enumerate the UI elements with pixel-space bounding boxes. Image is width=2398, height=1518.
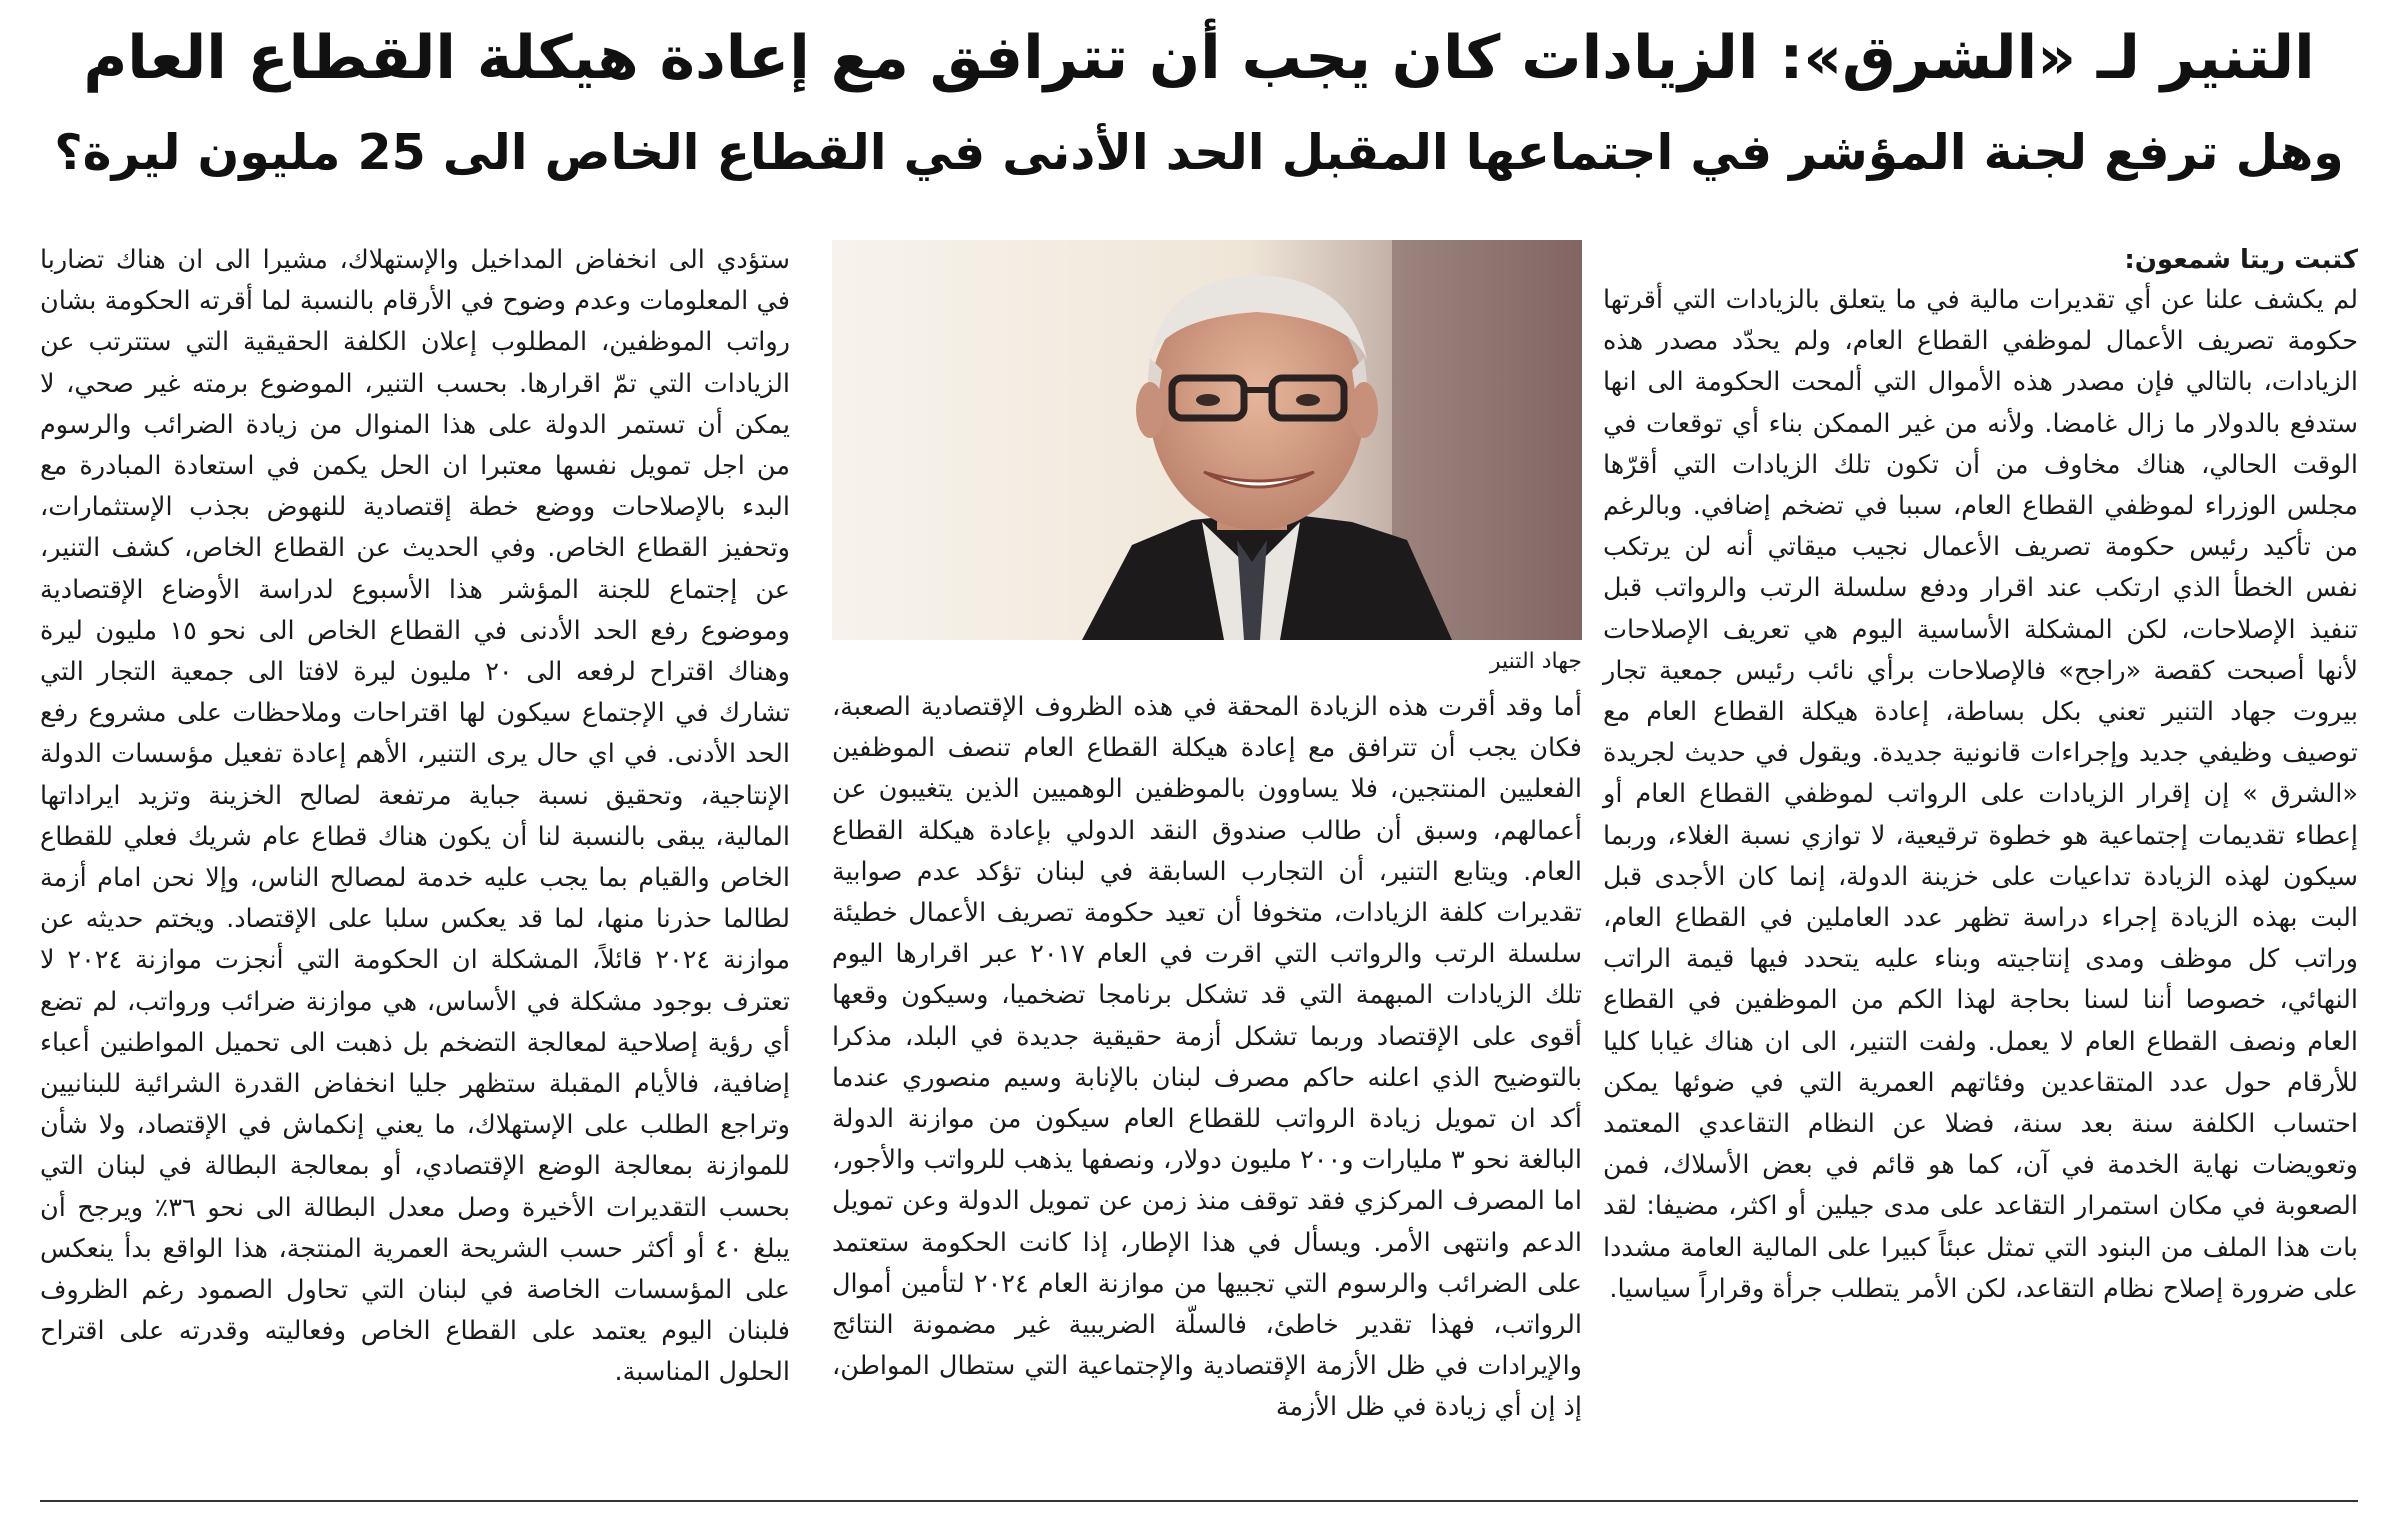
photo-caption: جهاد التنير: [1489, 649, 1582, 674]
article-column-left: [40, 240, 790, 1394]
portrait-photo: [832, 240, 1582, 640]
headline-line-2: وهل ترفع لجنة المؤشر في اجتماعها المقبل الحد الأدنى في القطاع الخاص الى 25 مليون ليرة؟: [54, 124, 2344, 181]
portrait-illustration: [832, 240, 1582, 640]
article-text-middle: أما وقد أقرت هذه الزيادة المحقة في هذه الظروف الإقتصادية الصعبة، فكان يجب أن تترافق مع إعادة هيكلة القطاع العام تنصف الموظفين الفعليين المنتجين، فلا يساوون بالموظفين الوهميين الذين يتغيبون عن أعمالهم، وسبق أن طالب صندوق النقد الدولي بإعادة هيكلة القطاع العام. ويتابع التنير، أن التجارب السابقة في لبنان تؤكد عدم صوابية تقديرات كلفة الزيادات، متخوفا أن تعيد حكومة تصريف الأعمال خطيئة سلسلة الرتب والرواتب التي اقرت في العام ٢٠١٧ عبر اقرارها اليوم تلك الزيادات المبهمة التي قد تشكل برنامجا تضخميا، وسيكون وقعها أقوى على الإقتصاد وربما تشكل أزمة حقيقية جديدة في البلد، مذكرا بالتوضيح الذي اعلنه حاكم مصرف لبنان بالإنابة وسيم منصوري عندما أكد ان تمويل زيادة الرواتب للقطاع العام سيكون من موازنة الدولة البالغة نحو ٣ مليارات و٢٠٠ مليون دولار، ونصفها يذهب للرواتب والأجور، اما المصرف المركزي فقد توقف منذ زمن عن تمويل الدولة وعن تمويل الدعم وانتهى الأمر. ويسأل في هذا الإطار، إذا كانت الحكومة ستعتمد على الضرائب والرسوم التي تجبيها من موازنة العام ٢٠٢٤ لتأمين أموال الرواتب، فهذا تقدير خاطئ، فالسلّة الضريبية غير مضمونة النتائج والإيرادات في ظل الأزمة الإقتصادية والإجتماعية التي ستطال المواطن، إذ إن أي زيادة في ظل الأزمة: [832, 692, 1582, 1423]
article-text-right: لم يكشف علنا عن أي تقديرات مالية في ما يتعلق بالزيادات التي أقرتها حكومة تصريف الأعمال لموظفي القطاع العام، ولم يحدّد مصدر هذه الزيادات، بالتالي فإن مصدر هذه الأموال التي ألمحت الحكومة الى انها ستدفع بالدولار ما زال غامضا. ولأنه من غير الممكن بناء أي توقعات في الوقت الحالي، هناك مخاوف من أن تكون تلك الزيادات التي أقرّها مجلس الوزراء لموظفي القطاع العام، سببا في تضخم إضافي. وبالرغم من تأكيد رئيس حكومة تصريف الأعمال نجيب ميقاتي أنه لن يرتكب نفس الخطأ الذي ارتكب عند اقرار ودفع سلسلة الرتب والرواتب قبل تنفيذ الإصلاحات، لكن المشكلة الأساسية اليوم هي تعريف الإصلاحات لأنها أصبحت كقصة «راجح» فالإصلاحات برأي نائب رئيس جمعية تجار بيروت جهاد التنير تعني بكل بساطة، إعادة هيكلة القطاع العام مع توصيف وظيفي جديد وإجراءات قانونية جديدة. ويقول في حديث لجريدة «الشرق » إن إقرار الزيادات على الرواتب لموظفي القطاع العام أو إعطاء تقديمات إجتماعية هو خطوة ترقيعية، لا توازي نسبة الغلاء، وربما سيكون لهذه الزيادة تداعيات على خزينة الدولة، إنما كان الأجدى قبل البت بهذه الزيادة إجراء دراسة تظهر عدد العاملين في القطاع العام، وراتب كل موظف ومدى إنتاجيته وبناء عليه يتحدد فيها قيمة الراتب النهائي، خصوصا أننا لسنا بحاجة لهذا الكم من الموظفين في القطاع العام ونصف القطاع العام لا يعمل. ولفت التنير، الى ان هناك غيابا كليا للأرقام حول عدد المتقاعدين وفئاتهم العمرية التي في ضوئها يمكن احتساب الكلفة سنة بعد سنة، فضلا عن النظام التقاعدي المعتمد وتعويضات نهاية الخدمة في آن، كما هو قائم في بعض الأسلاك، فمن الصعوبة في مكان استمرار التقاعد على مدى جيلين أو اكثر، مضيفا: لقد بات هذا الملف من البنود التي تمثل عبئاً كبيرا على المالية العامة مشددا على ضرورة إصلاح نظام التقاعد، لكن الأمر يتطلب جرأة وقراراً سياسيا.: [1603, 285, 2358, 1304]
bottom-divider: [40, 1500, 2358, 1502]
byline: كتبت ريتا شمعون:: [2124, 245, 2358, 275]
headline-line-1: التنير لـ «الشرق»: الزيادات كان يجب أن تترافق مع إعادة هيكلة القطاع العام: [83, 23, 2315, 93]
article-text-left: ستؤدي الى انخفاض المداخيل والإستهلاك، مشيرا الى ان هناك تضاربا في المعلومات وعدم وضوح في الأرقام بالنسبة لما أقرته الحكومة بشان رواتب الموظفين، المطلوب إعلان الكلفة الحقيقية التي ستترتب عن الزيادات التي تمّ اقرارها. بحسب التنير، الموضوع برمته غير صحي، لا يمكن أن تستمر الدولة على هذا المنوال من زيادة الضرائب والرسوم من اجل تمويل نفسها معتبرا ان الحل يكمن في استعادة المبادرة مع البدء بالإصلاحات ووضع خطة إقتصادية للنهوض بجذب الإستثمارات، وتحفيز القطاع الخاص. وفي الحديث عن القطاع الخاص، كشف التنير، عن إجتماع للجنة المؤشر هذا الأسبوع لدراسة الأوضاع الإقتصادية وموضوع رفع الحد الأدنى في القطاع الخاص الى نحو ١٥ مليون ليرة وهناك اقتراح لرفعه الى ٢٠ مليون ليرة لافتا الى جمعية التجار التي تشارك في الإجتماع سيكون لها اقتراحات وملاحظات على مشروع رفع الحد الأدنى. في اي حال يرى التنير، الأهم إعادة تفعيل مؤسسات الدولة الإنتاجية، وتحقيق نسبة جباية مرتفعة لصالح الخزينة وتزيد ايراداتها المالية، يبقى بالنسبة لنا أن يكون هناك قطاع عام شريك فعلي للقطاع الخاص والقيام بما يجب عليه خدمة لمصالح الناس، وإلا نحن امام أزمة لطالما حذرنا منها، لما قد يعكس سلبا على الإقتصاد. ويختم حديثه عن موازنة ٢٠٢٤ قائلاً، المشكلة ان الحكومة التي أنجزت موازنة ٢٠٢٤ لا تعترف بوجود مشكلة في الأساس، هي موازنة ضرائب ورواتب، لم تضع أي رؤية إصلاحية لمعالجة التضخم بل ذهبت الى تحميل المواطنين أعباء إضافية، فالأيام المقبلة ستظهر جليا انخفاض القدرة الشرائية للبنانيين وتراجع الطلب على الإستهلاك، ما يعني إنكماش في الإقتصاد، ولا شأن للموازنة بمعالجة الوضع الإقتصادي، أو بمعالجة البطالة في لبنان التي بحسب التقديرات الأخيرة وصل معدل البطالة الى نحو ٣٦٪ ويرجح أن يبلغ ٤٠ أو أكثر حسب الشريحة العمرية المنتجة، هذا الواقع بدأ ينعكس على المؤسسات الخاصة في لبنان التي تحاول الصمود رغم الظروف فلبنان اليوم يعتمد على القطاع الخاص وفعاليته وقدرته على اقتراح الحلول المناسبة.: [40, 245, 790, 1388]
article-column-right: [1603, 240, 2358, 1310]
